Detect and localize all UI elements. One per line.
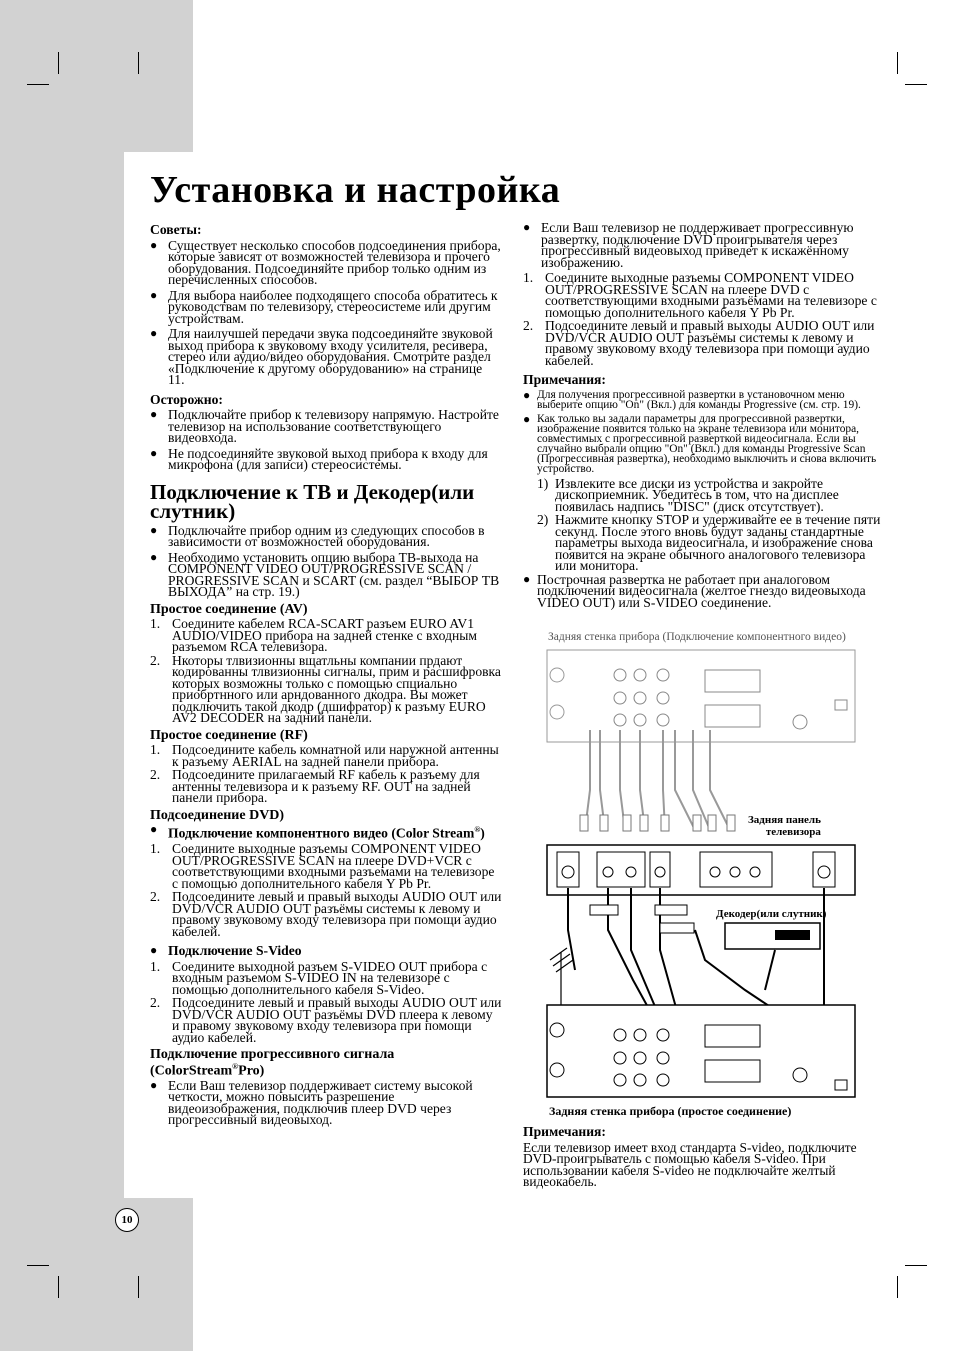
crop-mark: [897, 1276, 898, 1298]
caution-heading: Осторожно:: [150, 391, 223, 407]
list-item: 2. Подсоедините левый и правый выходы AUDIO OUT или DVD/VCR AUDIO OUT разъёмы системы к левому и правому звуковому входу телевизора при помощи аудио кабелей.: [523, 318, 875, 368]
grey-margin-left: [0, 152, 124, 1351]
list-item: ● Подключение S-Video: [150, 943, 302, 959]
list-item: 1. Соедините выходной разъем S-VIDEO OUT прибора с входным разъемом S-VIDEO IN на телевизоре с помощью дополнительного кабеля S-Video.: [150, 958, 488, 997]
figure-foot-caption: Задняя стенка прибора (простое соединение): [549, 1104, 792, 1118]
bullet-icon: ●: [150, 237, 158, 252]
right-column: [523, 222, 881, 612]
list-item: ● Подключение компонентного видео (Color Stream®): [150, 822, 485, 841]
bullet-icon: ●: [523, 411, 531, 426]
bullet-icon: ●: [150, 943, 158, 958]
dvd-heading: Подсоединение DVD): [150, 807, 285, 823]
crop-mark: [58, 52, 59, 74]
list-item: ● Для наилучшей передачи звука подсоединяйте звуковой выход прибора к звуковому входу усилителя, ресивера, стерео или аудио/видео оборудования. Смотрите раздел «Подключение к другому оборудованию» на странице 11.: [150, 326, 493, 387]
list-item: ● Не подсоединяйте звуковой выход прибора к входу для микрофона (для записи) стереосистемы.: [150, 445, 488, 472]
bottom-note: [523, 1124, 863, 1188]
list-item: 1. Соедините кабелем RCA-SCART разъем EURO AV1 AUDIO/VIDEO прибора на задней стенке с входным разъемом RCA телевизора.: [150, 616, 477, 654]
connection-diagram: [545, 630, 857, 1120]
bullet-icon: ●: [523, 571, 531, 586]
bullet-icon: ●: [150, 445, 158, 460]
list-item: ● Для получения прогрессивной развертки в установочном меню выберите опцию "On" (Вкл.) для команды Progressive (см. стр. 19).: [523, 387, 861, 411]
bullet-icon: ●: [523, 387, 531, 402]
list-item: ● Если Ваш телевизор не поддерживает прогрессивную развертку, подключение DVD проигрывателя через прогрессивный видеовыход приведет к искажённому изображению.: [523, 220, 854, 270]
bullet-icon: ●: [150, 549, 158, 564]
bottom-note-text: Если телевизор имеет вход стандарта S-video, подключите DVD-проигрыватель с помощью кабеля S-video. При использовании кабеля S-video не подключайте желтый видеокабель.: [523, 1139, 857, 1189]
list-item: 2. Подсоедините левый и правый выходы AUDIO OUT или DVD/VCR AUDIO OUT разъёмы системы к левому и правому звуковому входу телевизора при помощи аудио кабелей.: [150, 889, 502, 939]
bullet-icon: ●: [150, 522, 158, 537]
bullet-icon: ●: [150, 1077, 158, 1092]
crop-mark: [897, 52, 898, 74]
crop-mark: [27, 84, 49, 85]
av-heading: Простое соединение (AV): [150, 601, 308, 617]
crop-mark: [905, 84, 927, 85]
device-rear-panel: [547, 650, 855, 742]
crop-mark: [905, 1265, 927, 1266]
grey-margin-top: [0, 0, 193, 152]
rf-heading: Простое соединение (RF): [150, 727, 308, 743]
list-item: 1) Извлеките все диски из устройства и закройте дископриемник. Убедитесь в том, что на дисплее появилась надпись "DISC" (диск отсутствует).: [537, 475, 839, 514]
list-item: ● Необходимо установить опцию выбора ТВ-выхода на COMPONENT VIDEO OUT/PROGRESSIVE SCAN / PROGRESSIVE SCAN и SCART (см. раздел “ВЫБОР ТВ ВЫХОДА” на стр. 19.): [150, 549, 500, 599]
list-item: 2. Подсоедините прилагаемый RF кабель к разъему для антенны телевизора и к разъему RF. OUT на задней панели прибора.: [150, 767, 480, 805]
list-item: ● Существует несколько способов подсоединения прибора, которые зависят от возможностей телевизора и прочего оборудования. Подсоединяйте прибор только одним из перечисленных способов.: [150, 237, 501, 287]
list-item: 2. Подсоедините левый и правый выходы AUDIO OUT или DVD/VCR AUDIO OUT разъёмы DVD плеера к левому и правому звуковому входу телевизора при помощи аудио кабелей.: [150, 995, 502, 1045]
notes-heading: Примечания:: [523, 372, 606, 387]
tips-heading: Советы:: [150, 222, 202, 237]
section-heading: Подключение к ТВ и Декодер(или слутник): [150, 479, 475, 523]
progressive-heading-line2: (ColorStream®Pro): [150, 1061, 265, 1079]
list-item: ● Если Ваш телевизор поддерживает систему высокой четкости, можно повысить разрешение видеоизображения, подключив плеер DVD через прогрессивный видеовыход.: [150, 1077, 473, 1128]
left-column: [150, 222, 502, 1130]
list-item: 1. Соедините выходные разъемы COMPONENT VIDEO OUT/PROGRESSIVE SCAN на плеере DVD с соответствующими входными разъёмами на телевизоре с помощью дополнительного кабеля Y Pb Pr.: [523, 270, 877, 320]
figure-caption: Задняя стенка прибора (Подключение компонентного видео): [548, 631, 846, 643]
bottom-note-heading: Примечания:: [523, 1124, 606, 1139]
list-item: 2. Нкоторы тлвизионны вщатльны компании прдают кодированны тлвизионны сигналы, прим и расшифровка которых возможны только с помощью спциально приобртнного или арндованного дкодра. Вы может подключить такой дкодр (дшифратор) к разъму EURO AV2 DECODER на задний панели.: [150, 652, 501, 725]
device-rear-panel-bottom: [547, 1005, 855, 1097]
crop-mark: [138, 52, 139, 74]
bullet-icon: ●: [150, 326, 158, 340]
decoder-label: Декодер(или слутник): [716, 908, 827, 920]
crop-mark: [58, 1276, 59, 1298]
list-item: 1. Соедините выходные разъемы COMPONENT VIDEO OUT/PROGRESSIVE SCAN на плеере DVD+VCR с соответствующими входными разъемами на телевизоре с помощью дополнительного кабеля Y Pb Pr.: [150, 841, 495, 891]
cable-plug-icons: [580, 815, 735, 831]
bullet-icon: ●: [523, 220, 531, 234]
page-title: Установка и настройка: [150, 169, 561, 211]
tv-label: Задняя панель телевизора: [748, 814, 821, 838]
page-number: 10: [115, 1208, 139, 1232]
crop-mark: [138, 1276, 139, 1298]
list-item: 1. Подсоедините кабель комнатной или наружной антенны к разъему AERIAL на задней панели прибора.: [150, 742, 499, 769]
list-item: ● Для выбора наиболее подходящего способа обратитесь к руководствам по телевизору, стереосистеме или другим устройствам.: [150, 287, 498, 326]
list-item: ● Подключайте прибор к телевизору напрямую. Настройте телевизор на использование соответствующего видеовхода.: [150, 407, 499, 445]
bullet-icon: ●: [150, 822, 158, 836]
progressive-heading: Подключение прогрессивного сигнала: [150, 1047, 395, 1063]
bullet-icon: ●: [150, 407, 158, 421]
list-item: 2) Нажмите кнопку STOP и удерживайте ее в течение пяти секунд. После этого вновь будут заданы стандартные параметры выхода видеосигнала, и изображение снова появится на экране обычного аналогового телевизора или монитора.: [537, 512, 881, 573]
list-item: ● Построчная развертка не работает при аналоговом подключении видеосигнала (желтое гнездо видеовыхода VIDEO OUT) или S-VIDEO соединение.: [523, 571, 866, 610]
crop-mark: [27, 1265, 49, 1266]
list-item: ● Подключайте прибор одним из следующих способов в зависимости от возможностей оборудования.: [150, 522, 485, 549]
list-item: ● Как только вы задали параметры для прогрессивной развертки, изображение появится только на экране телевизора или монитора, совместимых с прогрессивной разверткой видеосигнала. Если вы случайно выбрали опцию "On" (Вкл.) для команды Progressive Scan (Прогрессивная развертка), необходимо выключить и снова включить устройство.: [523, 411, 877, 475]
bullet-icon: ●: [150, 287, 158, 302]
